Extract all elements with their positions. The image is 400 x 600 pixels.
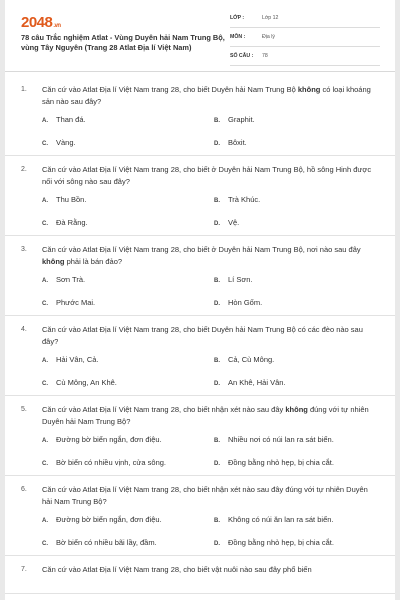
option-letter: D.: [214, 381, 220, 387]
question-text: [42, 485, 368, 506]
option-letter: B.: [214, 278, 220, 284]
option-text: Lí Sơn.: [228, 275, 253, 284]
answer-options: [21, 274, 379, 310]
question-item: [5, 476, 395, 556]
option-text: Đồng bằng nhỏ hẹp, bị chia cắt.: [228, 458, 334, 467]
option-letter: D.: [214, 221, 220, 227]
option-text: Cù Mông, An Khê.: [56, 378, 117, 387]
option-letter: A.: [42, 358, 48, 364]
option-letter: A.: [42, 118, 48, 124]
question-number: 1.: [21, 86, 27, 93]
site-logo[interactable]: [21, 14, 61, 31]
answer-option[interactable]: [214, 434, 386, 447]
option-text: Đường bờ biển ngắn, đơn điệu.: [56, 515, 162, 524]
question-item: [5, 316, 395, 396]
question-item: [5, 236, 395, 316]
answer-option[interactable]: [214, 194, 386, 207]
option-letter: B.: [214, 358, 220, 364]
question-text-part: Căn cứ vào Atlat Địa lí Việt Nam trang 28, cho biết vật nuôi nào sau đây phổ biến: [42, 565, 312, 574]
answer-option[interactable]: [42, 114, 214, 127]
document-title: 78 câu Trắc nghiệm Atlat - Vùng Duyên hải Nam Trung Bộ, vùng Tây Nguyên (Trang 28 Atlat Địa lí Việt Nam): [21, 33, 225, 52]
question-text-part: Căn cứ vào Atlat Địa lí Việt Nam trang 28, cho biết Duyên hải Nam Trung Bộ có các đèo nào sau đây?: [42, 325, 363, 346]
option-letter: D.: [214, 461, 220, 467]
option-text: An Khê, Hải Vân.: [228, 378, 286, 387]
answer-option[interactable]: [42, 457, 214, 470]
answer-option[interactable]: [42, 217, 214, 230]
question-stem: [21, 324, 379, 348]
question-stem: [21, 84, 379, 108]
option-letter: A.: [42, 438, 48, 444]
question-number: 3.: [21, 246, 27, 253]
option-letter: B.: [214, 118, 220, 124]
option-letter: C.: [42, 141, 48, 147]
option-letter: C.: [42, 301, 48, 307]
option-letter: C.: [42, 461, 48, 467]
option-text: Hòn Gốm.: [228, 298, 263, 307]
answer-option[interactable]: [42, 297, 214, 310]
option-text: Bờ biển có nhiều bãi lầy, đầm.: [56, 538, 157, 547]
answer-options: [21, 354, 379, 390]
question-text: [42, 405, 369, 426]
meta-label: LỚP :: [230, 15, 245, 21]
option-text: Vệ.: [228, 218, 240, 227]
answer-option[interactable]: [214, 514, 386, 527]
answer-option[interactable]: [42, 514, 214, 527]
option-text: Thu Bồn.: [56, 195, 87, 204]
answer-option[interactable]: [42, 434, 214, 447]
question-text-part: phải là bán đảo?: [64, 257, 123, 266]
answer-option[interactable]: [42, 377, 214, 390]
question-number: 6.: [21, 486, 27, 493]
question-text-part: Căn cứ vào Atlat Địa lí Việt Nam trang 28, cho biết nhận xét nào sau đây đúng với tự nhiên Duyên hải Nam Trung Bộ?: [42, 485, 368, 506]
meta-label: MÔN :: [230, 34, 246, 40]
option-text: Than đá.: [56, 115, 86, 124]
option-text: Phước Mai.: [56, 298, 96, 307]
answer-options: [21, 514, 379, 550]
answer-option[interactable]: [214, 114, 386, 127]
question-item: [5, 76, 395, 156]
option-text: Đồng bằng nhỏ hẹp, bị chia cắt.: [228, 538, 334, 547]
answer-option[interactable]: [42, 354, 214, 367]
option-letter: C.: [42, 541, 48, 547]
question-text: [42, 565, 312, 574]
meta-value: 78: [262, 53, 268, 59]
question-number: 5.: [21, 406, 27, 413]
answer-option[interactable]: [42, 137, 214, 150]
logo-text: 2048: [21, 14, 53, 31]
question-list: [5, 76, 395, 594]
question-number: 2.: [21, 166, 27, 173]
question-stem: [21, 244, 379, 268]
option-letter: A.: [42, 198, 48, 204]
answer-option[interactable]: [214, 217, 386, 230]
answer-option[interactable]: [42, 274, 214, 287]
question-stem: [21, 164, 379, 188]
option-text: Bôxit.: [228, 138, 247, 147]
option-letter: D.: [214, 141, 220, 147]
question-text-part: đúng với tự nhiên Duyên hải Nam Trung Bộ?: [42, 405, 369, 426]
question-text-part: Căn cứ vào Atlat Địa lí Việt Nam trang 28, cho biết Duyên hải Nam Trung Bộ: [42, 85, 298, 94]
question-item: [5, 396, 395, 476]
question-stem: [21, 484, 379, 508]
question-text-part: Căn cứ vào Atlat Địa lí Việt Nam trang 28, cho biết nhận xét nào sau đây: [42, 405, 286, 414]
option-letter: B.: [214, 198, 220, 204]
question-text-emphasis: không: [297, 85, 321, 94]
answer-option[interactable]: [42, 194, 214, 207]
document-page: [5, 0, 395, 600]
question-item: [5, 556, 395, 594]
option-text: Trà Khúc.: [228, 195, 261, 204]
option-letter: D.: [214, 301, 220, 307]
question-text: [42, 245, 361, 266]
question-stem: [21, 404, 379, 428]
answer-options: [21, 194, 379, 230]
option-text: Nhiều nơi có núi lan ra sát biển.: [228, 435, 334, 444]
option-letter: C.: [42, 381, 48, 387]
option-text: Hải Vân, Cả.: [56, 355, 99, 364]
answer-option[interactable]: [214, 137, 386, 150]
option-text: Graphit.: [228, 115, 255, 124]
question-item: [5, 156, 395, 236]
question-number: 4.: [21, 326, 27, 333]
question-text: [42, 165, 371, 186]
answer-option[interactable]: [214, 354, 386, 367]
meta-label: SỐ CÂU :: [230, 53, 254, 59]
option-text: Sơn Trà.: [56, 275, 86, 284]
meta-row-subject: [230, 31, 380, 47]
answer-options: [21, 114, 379, 150]
question-text-emphasis: không: [285, 405, 308, 414]
option-letter: B.: [214, 438, 220, 444]
meta-value: Địa lý: [262, 34, 275, 40]
question-text-part: có loại khoáng sản nào sau đây?: [42, 85, 371, 106]
answer-option[interactable]: [214, 457, 386, 470]
meta-row-count: [230, 50, 380, 66]
option-letter: B.: [214, 518, 220, 524]
question-text-emphasis: không: [42, 257, 65, 266]
question-text-part: Căn cứ vào Atlat Địa lí Việt Nam trang 28, cho biết ở Duyên hải Nam Trung Bộ, nơi nào sau đây: [42, 245, 361, 254]
question-stem: [21, 564, 379, 588]
question-text-part: Căn cứ vào Atlat Địa lí Việt Nam trang 28, cho biết ở Duyên hải Nam Trung Bộ, hồ sông Hinh được nối với sông nào sau đây?: [42, 165, 372, 186]
answer-option[interactable]: [214, 274, 386, 287]
option-letter: D.: [214, 541, 220, 547]
meta-row-class: [230, 12, 380, 28]
option-text: Không có núi ăn lan ra sát biển.: [228, 515, 334, 524]
answer-option[interactable]: [214, 297, 386, 310]
answer-option[interactable]: [42, 537, 214, 550]
document-header: [5, 0, 395, 72]
question-text: [42, 325, 363, 346]
option-text: Bờ biển có nhiều vịnh, cửa sông.: [56, 458, 167, 467]
answer-options: [21, 434, 379, 470]
option-text: Cả, Cù Mông.: [228, 355, 275, 364]
question-text: [42, 85, 371, 106]
answer-option[interactable]: [214, 537, 386, 550]
document-meta: [230, 12, 380, 66]
option-letter: A.: [42, 518, 48, 524]
logo-suffix: .vn: [53, 23, 61, 29]
option-letter: C.: [42, 221, 48, 227]
meta-value: Lớp 12: [262, 15, 279, 21]
question-number: 7.: [21, 566, 27, 573]
option-text: Vàng.: [56, 138, 76, 147]
option-text: Đà Rằng.: [56, 218, 88, 227]
answer-option[interactable]: [214, 377, 386, 390]
option-letter: A.: [42, 278, 48, 284]
option-text: Đường bờ biển ngắn, đơn điệu.: [56, 435, 162, 444]
